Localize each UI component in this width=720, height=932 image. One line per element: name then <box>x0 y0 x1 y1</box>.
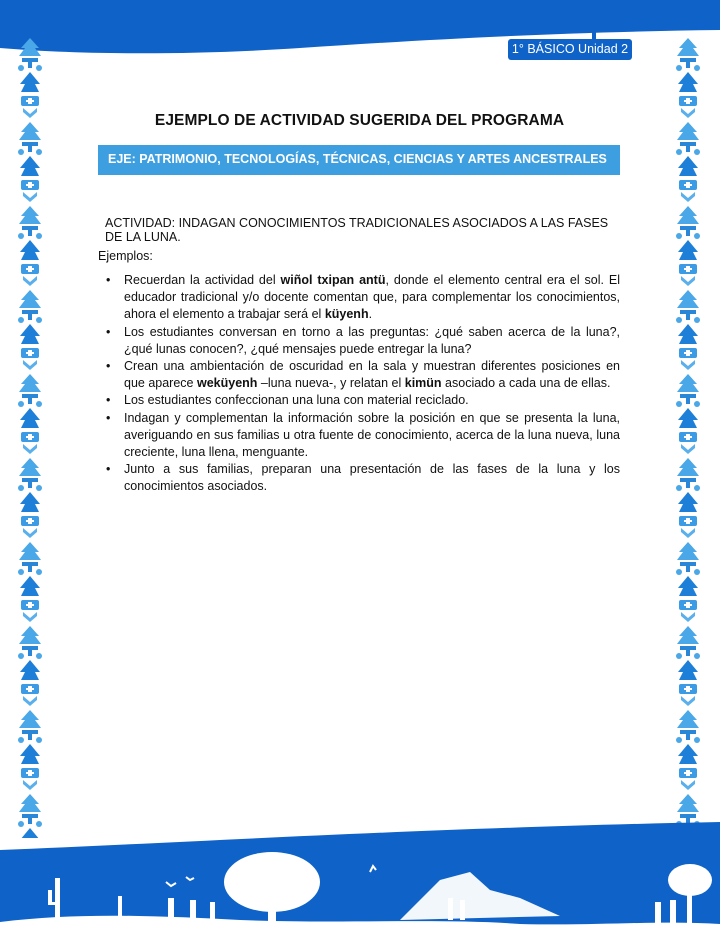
unit-badge: 1° BÁSICO Unidad 2 <box>508 39 632 60</box>
bullet-icon: • <box>106 324 111 339</box>
bullet-icon: • <box>106 462 111 477</box>
bottom-landscape-banner <box>0 820 720 932</box>
bullet-icon: • <box>106 393 111 408</box>
eje-banner: EJE: PATRIMONIO, TECNOLOGÍAS, TÉCNICAS, CIENCIAS Y ARTES ANCESTRALES <box>98 145 620 175</box>
bullet-icon: • <box>106 359 111 374</box>
examples-label: Ejemplos: <box>98 249 153 263</box>
page-title: EJEMPLO DE ACTIVIDAD SUGERIDA DEL PROGRAMA <box>154 112 565 129</box>
list-item: • Los estudiantes confeccionan una luna con material reciclado. <box>98 392 620 409</box>
left-pattern-border-icon <box>15 38 45 838</box>
list-item: • Los estudiantes conversan en torno a las preguntas: ¿qué saben acerca de la luna?, ¿qué lunas conocen?, ¿qué mensajes puede entregar la luna? <box>106 324 620 356</box>
list-item: • Junto a sus familias, preparan una presentación de las fases de la luna y los conocimientos asociados. <box>106 462 620 494</box>
examples-list <box>98 272 620 496</box>
list-item: • Crean una ambientación de oscuridad en la sala y muestran diferentes posiciones en que aparece weküyenh –luna nueva-, y relatan el kimün asociado a cada una de ellas. <box>106 359 620 391</box>
activity-heading: ACTIVIDAD: INDAGAN CONOCIMIENTOS TRADICIONALES ASOCIADOS A LAS FASES DE LA LUNA. <box>105 216 609 244</box>
list-item: • Recuerdan la actividad del wiñol txipan antü, donde el elemento central era el sol. El educador tradicional y/o docente comentan que, para complementar los conocimientos, ahora el elemento a trabajar será el küyenh. <box>106 273 620 322</box>
list-item: • Indagan y complementan la información sobre la posición en que se presenta la luna, averiguando en sus familias u otra fuente de conocimiento, acerca de la luna nueva, luna creciente, luna llena, menguante. <box>106 410 620 460</box>
right-pattern-border-icon <box>673 38 703 838</box>
bullet-icon: • <box>106 273 111 287</box>
bullet-icon: • <box>106 410 111 425</box>
